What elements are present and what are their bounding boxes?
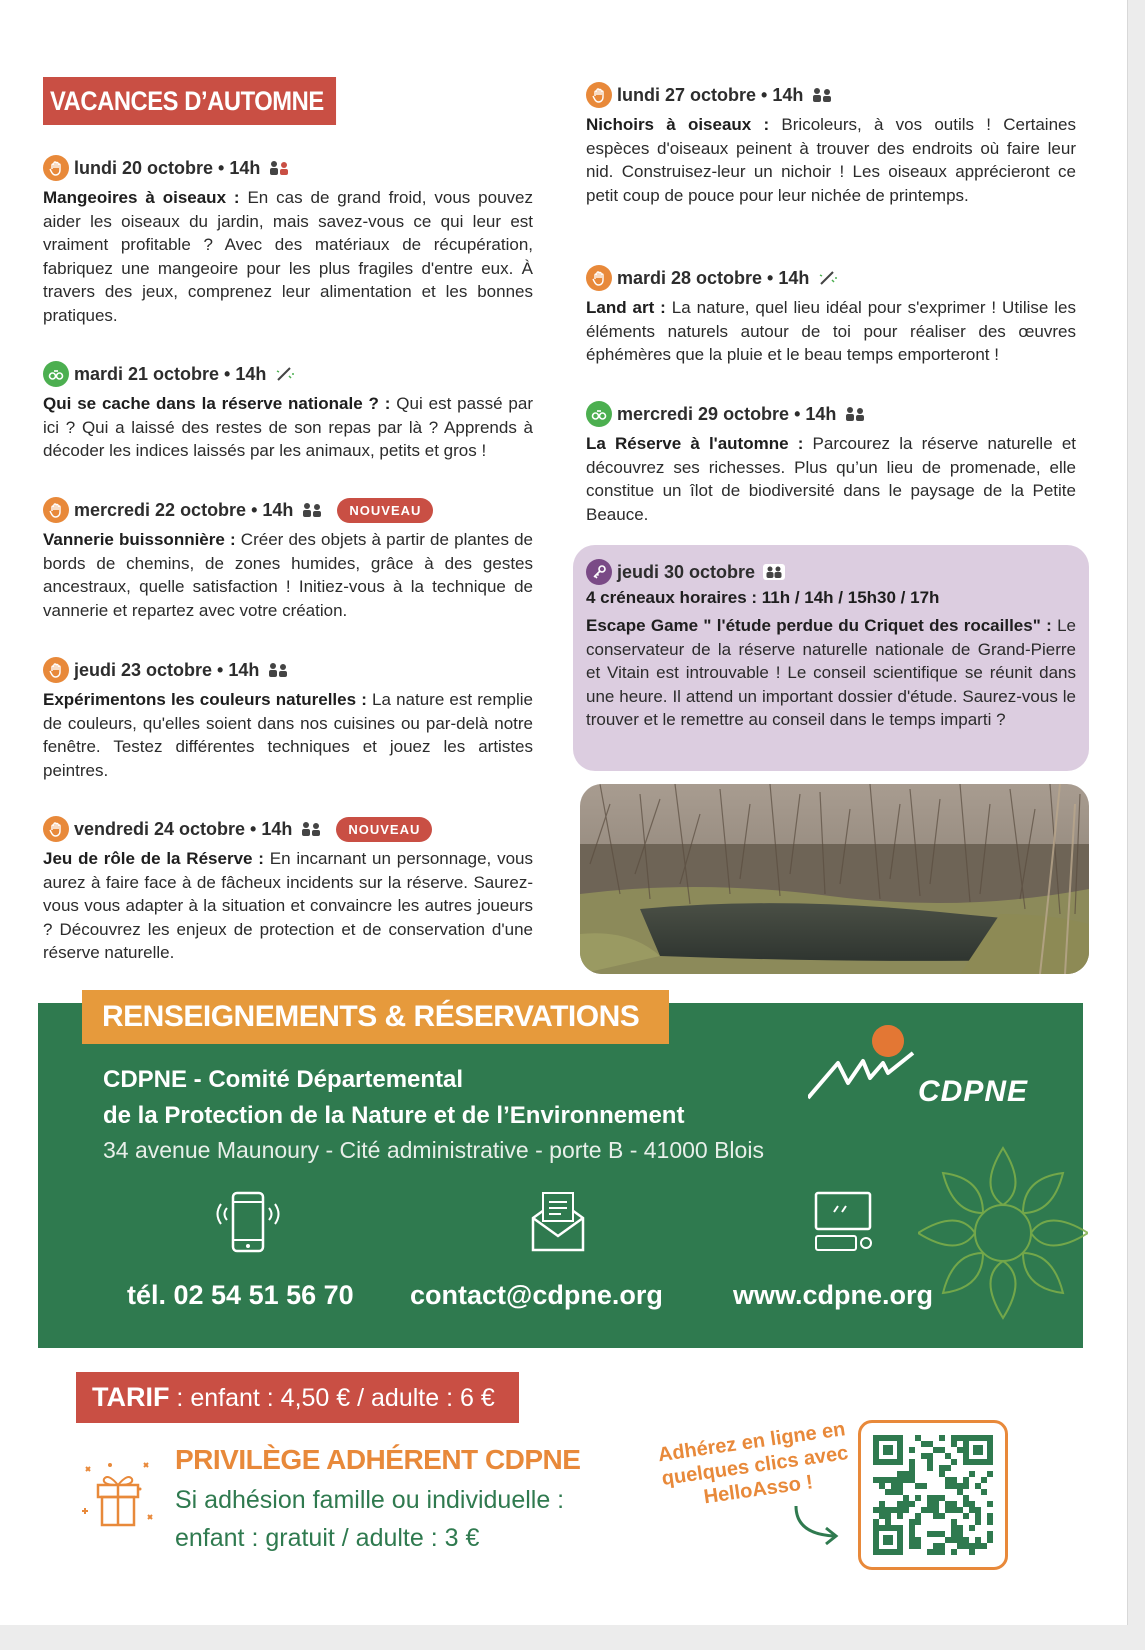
flower-decoration-icon (918, 1128, 1088, 1338)
qr-module (987, 1501, 993, 1507)
qr-module (963, 1537, 969, 1543)
qr-module (945, 1507, 951, 1513)
qr-module (909, 1465, 915, 1471)
qr-module (915, 1435, 921, 1441)
qr-module (957, 1543, 963, 1549)
qr-module (951, 1507, 957, 1513)
key-icon (586, 559, 612, 585)
org-name-line2: de la Protection de la Nature et de l’Environnement (103, 1102, 685, 1129)
qr-module (873, 1519, 879, 1525)
event-date: vendredi 24 octobre • 14h (74, 818, 293, 839)
cdpne-logo (808, 1023, 918, 1108)
qr-module (921, 1453, 927, 1459)
qr-module (957, 1537, 963, 1543)
group-icon (268, 160, 290, 176)
qr-module (939, 1495, 945, 1501)
qr-module (945, 1537, 951, 1543)
qr-module (933, 1531, 939, 1537)
qr-module (879, 1507, 885, 1513)
qr-module (939, 1543, 945, 1549)
qr-module (897, 1489, 903, 1495)
hand-icon (43, 155, 69, 181)
event-text: La nature, quel lieu idéal pour s'exprimer ! Utilise les éléments naturels autour de toi pour réaliser des œuvres éphémères que la pluie et le beau temps emporteront ! (586, 298, 1076, 364)
qr-module (927, 1507, 933, 1513)
qr-module (981, 1489, 987, 1495)
info-title: RENSEIGNEMENTS & RÉSERVATIONS (82, 990, 669, 1044)
qr-module (963, 1543, 969, 1549)
qr-module (873, 1507, 879, 1513)
gift-icon (78, 1455, 158, 1535)
event-title: Vannerie buissonnière : (43, 530, 236, 549)
qr-module (963, 1477, 969, 1483)
qr-module (969, 1549, 975, 1555)
qr-module (987, 1471, 993, 1477)
qr-module (933, 1495, 939, 1501)
new-badge: NOUVEAU (336, 817, 432, 842)
qr-module (909, 1525, 915, 1531)
qr-module (951, 1477, 957, 1483)
qr-module (969, 1501, 975, 1507)
event-text: La nature est remplie de couleurs, qu'elles soient dans nos cuisines ou par-delà notre fenêtre. Testez différentes techniques et jouez les artistes peintres. (43, 690, 533, 780)
qr-module (975, 1513, 981, 1519)
qr-module (879, 1477, 885, 1483)
qr-module (873, 1477, 879, 1483)
qr-module (945, 1453, 951, 1459)
qr-module (891, 1507, 897, 1513)
qr-module (891, 1483, 897, 1489)
qr-module (957, 1507, 963, 1513)
qr-module (885, 1477, 891, 1483)
qr-module (933, 1501, 939, 1507)
event-lundi-20 (43, 154, 533, 327)
qr-module (927, 1459, 933, 1465)
qr-module (915, 1537, 921, 1543)
qr-module (909, 1501, 915, 1507)
qr-module (915, 1543, 921, 1549)
qr-module (879, 1513, 885, 1519)
section-title: VACANCES D’AUTOMNE (43, 77, 336, 125)
event-title: Escape Game " l'étude perdue du Criquet des rocailles" : (586, 616, 1052, 635)
hand-icon (43, 816, 69, 842)
address: 34 avenue Maunoury - Cité administrative - porte B - 41000 Blois (103, 1137, 764, 1163)
privilege-condition: Si adhésion famille ou individuelle : (175, 1486, 565, 1514)
event-text: Créer des objets à partir de plantes de bords de chemins, de zones humides, grâce à des gestes ancestraux, quelle satisfaction ! Initiez-vous à la technique de vannerie et repartez avec votre création. (43, 530, 534, 620)
binoculars-icon (43, 361, 69, 387)
qr-module (927, 1501, 933, 1507)
qr-module (939, 1513, 945, 1519)
event-title: Jeu de rôle de la Réserve : (43, 849, 264, 868)
event-title: Expérimentons les couleurs naturelles : (43, 690, 367, 709)
helloasso-cta[interactable]: Adhérez en ligne en quelques clics avec HelloAsso ! (656, 1418, 850, 1509)
qr-module (945, 1501, 951, 1507)
qr-module (915, 1519, 921, 1525)
group-icon (763, 564, 785, 580)
event-date: lundi 27 octobre • 14h (617, 84, 804, 105)
phone-number[interactable]: tél. 02 54 51 56 70 (127, 1280, 354, 1310)
qr-module (951, 1441, 957, 1447)
qr-module (903, 1471, 909, 1477)
qr-module (885, 1513, 891, 1519)
event-date: jeudi 30 octobre (617, 561, 756, 582)
event-text: En incarnant un personnage, vous aurez à faire face à de fâcheux incidents sur la réserve. Saurez-vous vous adapter à la situation et convaincre les autres joueurs ? Découvrez les enjeux de protection et de conservation d'une réserve naturelle. (43, 849, 533, 962)
qr-module (951, 1537, 957, 1543)
hand-icon (586, 265, 612, 291)
privilege-prices: enfant : gratuit / adulte : 3 € (175, 1524, 480, 1552)
qr-module (903, 1501, 909, 1507)
qr-module (975, 1507, 981, 1513)
event-date: mardi 28 octobre • 14h (617, 267, 810, 288)
qr-module (939, 1471, 945, 1477)
qr-module (963, 1495, 969, 1501)
qr-module (909, 1543, 915, 1549)
qr-module (951, 1435, 957, 1441)
qr-module (969, 1471, 975, 1477)
qr-module (885, 1519, 891, 1525)
qr-module (933, 1447, 939, 1453)
group-icon (300, 821, 322, 837)
event-date: mercredi 22 octobre • 14h (74, 499, 294, 520)
qr-module (975, 1483, 981, 1489)
event-text: Qui est passé par ici ? Qui a laissé des restes de son repas par là ? Apprends à décoder les indices laissés par les animaux, petits et gros ! (43, 394, 533, 460)
qr-module (957, 1447, 963, 1453)
qr-module (975, 1543, 981, 1549)
qr-module (909, 1471, 915, 1477)
qr-module (927, 1453, 933, 1459)
qr-module (987, 1513, 993, 1519)
qr-module (897, 1477, 903, 1483)
event-text: Bricoleurs, à vos outils ! Certaines espèces d'oiseaux peinent à trouver des endroits où faire leur nid. Construisez-leur un nichoir ! Les oiseaux apprécieront ce petit coup de pouce pour leur nichée de printemps. (586, 115, 1076, 205)
qr-module (915, 1513, 921, 1519)
new-badge: NOUVEAU (337, 498, 433, 523)
qr-module (897, 1483, 903, 1489)
event-title: Mangeoires à oiseaux : (43, 188, 240, 207)
qr-module (951, 1549, 957, 1555)
event-mercredi-22 (43, 496, 533, 622)
qr-module (951, 1531, 957, 1537)
event-date: jeudi 23 octobre • 14h (74, 659, 260, 680)
qr-module (987, 1537, 993, 1543)
event-title: Nichoirs à oiseaux : (586, 115, 770, 134)
qr-module (945, 1477, 951, 1483)
sparkle-pencil-icon (274, 366, 296, 382)
cdpne-logo-text: CDPNE (918, 1075, 1029, 1108)
group-icon (301, 502, 323, 518)
qr-module (975, 1537, 981, 1543)
qr-module (909, 1537, 915, 1543)
qr-module (957, 1489, 963, 1495)
privilege-title: PRIVILÈGE ADHÉRENT CDPNE (175, 1444, 581, 1475)
qr-code[interactable] (858, 1420, 1008, 1570)
wetland-photo (580, 784, 1089, 974)
qr-module (951, 1501, 957, 1507)
qr-module (939, 1447, 945, 1453)
qr-module (939, 1531, 945, 1537)
qr-module (951, 1483, 957, 1489)
qr-module (987, 1519, 993, 1525)
pricing-text: : enfant : 4,50 € / adulte : 6 € (169, 1384, 495, 1412)
website-link[interactable]: www.cdpne.org (733, 1280, 934, 1310)
qr-module (909, 1531, 915, 1537)
qr-module (903, 1495, 909, 1501)
qr-module (969, 1525, 975, 1531)
org-name-line1: CDPNE - Comité Départemental (103, 1066, 464, 1093)
qr-module (879, 1501, 885, 1507)
qr-module (891, 1489, 897, 1495)
arrow-icon (790, 1500, 850, 1550)
event-date: mercredi 29 octobre • 14h (617, 403, 837, 424)
qr-module (909, 1459, 915, 1465)
group-icon (811, 87, 833, 103)
qr-module (921, 1507, 927, 1513)
qr-module (957, 1435, 963, 1441)
qr-module (933, 1507, 939, 1513)
group-icon (267, 662, 289, 678)
event-text: En cas de grand froid, vous pouvez aider les oiseaux du jardin, mais savez-vous ce qui leur est vraiment profitable ? Avec des matériaux de récupération, fabriquez une mangeoire pour les plus fragiles d'entre eux. À travers des jeux, comprenez leur alimentation et les bonnes pratiques. (43, 188, 533, 325)
qr-module (897, 1513, 903, 1519)
qr-module (933, 1549, 939, 1555)
event-lundi-27 (586, 81, 1076, 207)
event-text: Le conservateur de la réserve naturelle nationale de Grand-Pierre et Vitain est introuvable ! Le conseil scientifique se réunit dans une heure. Il attend un important dossier d'étude. Saurez-vous le trouver et le remettre au conseil dans le temps imparti ? (586, 616, 1076, 729)
qr-module (885, 1507, 891, 1513)
qr-module (885, 1489, 891, 1495)
event-jeudi-30 (586, 558, 1076, 732)
qr-module (957, 1525, 963, 1531)
qr-module (939, 1435, 945, 1441)
event-title: La Réserve à l'automne : (586, 434, 804, 453)
sparkle-pencil-icon (817, 270, 839, 286)
qr-module (975, 1519, 981, 1525)
qr-module (933, 1543, 939, 1549)
time-slots: 4 créneaux horaires : 11h / 14h / 15h30 / 17h (586, 588, 940, 607)
qr-module (969, 1507, 975, 1513)
qr-module (927, 1549, 933, 1555)
event-mardi-21 (43, 360, 533, 463)
event-date: mardi 21 octobre • 14h (74, 363, 267, 384)
qr-module (903, 1507, 909, 1513)
qr-module (921, 1483, 927, 1489)
qr-module (957, 1531, 963, 1537)
qr-module (921, 1441, 927, 1447)
qr-module (981, 1543, 987, 1549)
qr-module (951, 1525, 957, 1531)
event-mardi-28 (586, 264, 1076, 367)
qr-module (909, 1519, 915, 1525)
qr-module (927, 1531, 933, 1537)
pricing-banner (76, 1372, 519, 1423)
qr-module (891, 1477, 897, 1483)
binoculars-icon (586, 401, 612, 427)
qr-module (939, 1465, 945, 1471)
event-date: lundi 20 octobre • 14h (74, 157, 261, 178)
qr-module (939, 1549, 945, 1555)
qr-module (909, 1447, 915, 1453)
qr-module (897, 1501, 903, 1507)
mail-icon (523, 1188, 593, 1258)
qr-module (927, 1465, 933, 1471)
qr-module (981, 1477, 987, 1483)
event-mercredi-29 (586, 400, 1076, 526)
qr-module (957, 1483, 963, 1489)
event-title: Qui se cache dans la réserve nationale ? : (43, 394, 391, 413)
qr-module (909, 1477, 915, 1483)
qr-module (915, 1495, 921, 1501)
hand-icon (586, 82, 612, 108)
qr-module (963, 1501, 969, 1507)
qr-module (951, 1459, 957, 1465)
qr-module (945, 1483, 951, 1489)
qr-module (951, 1519, 957, 1525)
group-icon (844, 406, 866, 422)
qr-module (903, 1477, 909, 1483)
qr-module (987, 1531, 993, 1537)
qr-module (897, 1471, 903, 1477)
event-jeudi-23 (43, 656, 533, 782)
phone-icon (213, 1188, 283, 1258)
qr-module (963, 1483, 969, 1489)
qr-module (927, 1495, 933, 1501)
event-title: Land art : (586, 298, 666, 317)
email-link[interactable]: contact@cdpne.org (410, 1280, 663, 1310)
pricing-label: TARIF (92, 1382, 170, 1412)
qr-module (933, 1513, 939, 1519)
qr-module (915, 1483, 921, 1489)
qr-module (897, 1507, 903, 1513)
computer-icon (808, 1188, 878, 1258)
hand-icon (43, 657, 69, 683)
hand-icon (43, 497, 69, 523)
qr-module (927, 1441, 933, 1447)
event-text: Parcourez la réserve naturelle et découvrez ses richesses. Plus qu’un lieu de promenade, elle constitue un îlot de biodiversité dans le paysage de la Petite Beauce. (586, 434, 1076, 524)
qr-module (969, 1543, 975, 1549)
qr-module (963, 1513, 969, 1519)
event-vendredi-24 (43, 815, 533, 965)
qr-module (879, 1483, 885, 1489)
qr-module (945, 1465, 951, 1471)
